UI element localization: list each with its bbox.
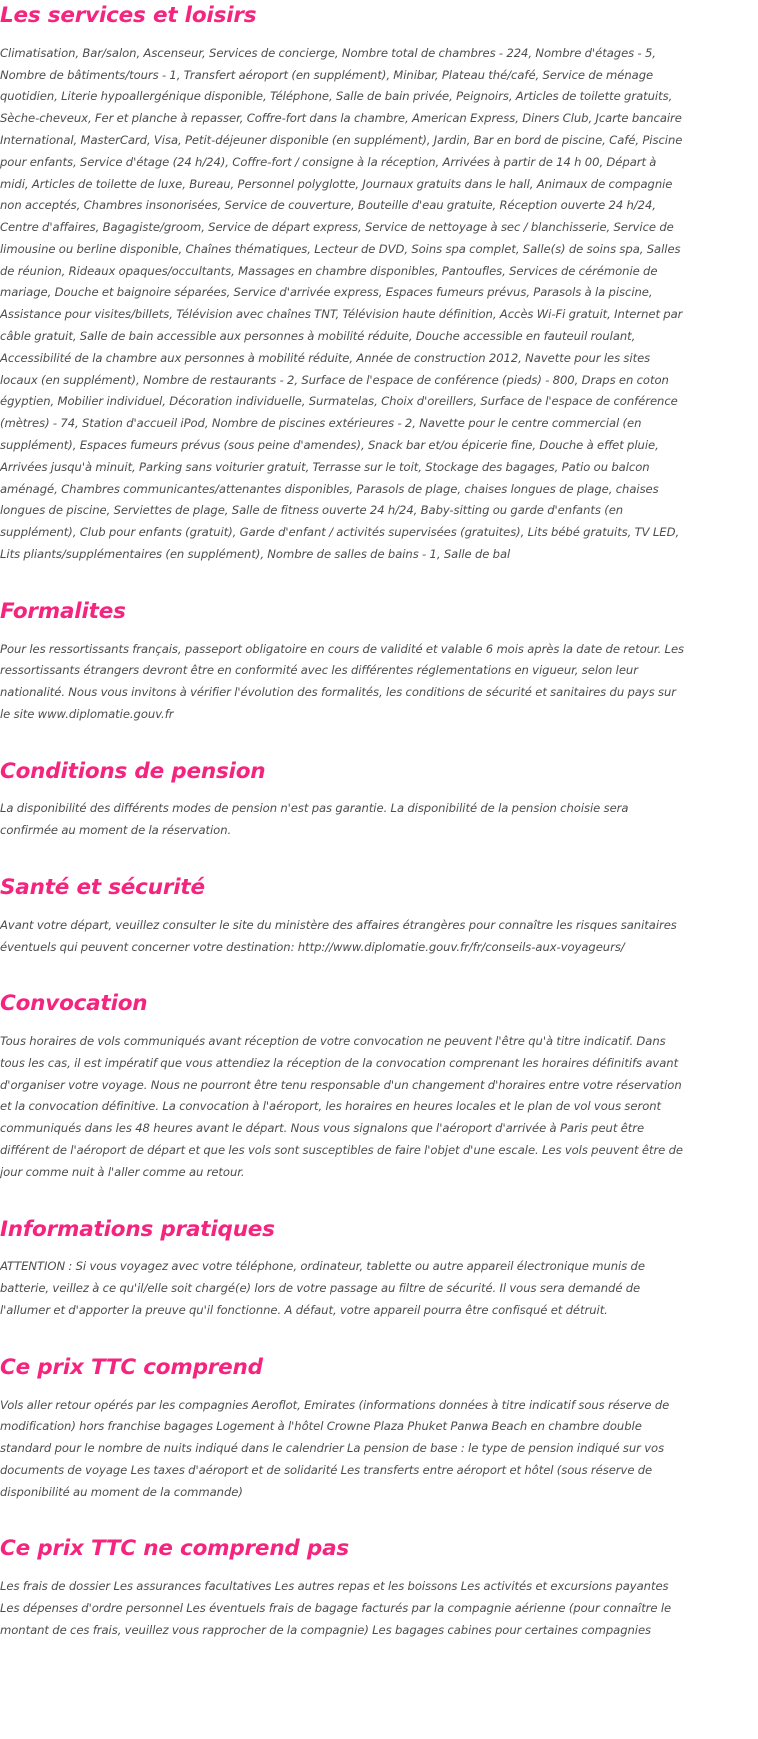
section-title-convocation: Convocation — [0, 991, 148, 1017]
section-formalites — [0, 600, 686, 726]
section-informations-pratiques — [0, 1218, 686, 1322]
section-ce-prix-ttc-ne-comprend-pas — [0, 1537, 686, 1641]
section-body-convocation: Tous horaires de vols communiqués avant réception de votre convocation ne peuvent l'être qu'à titre indicatif. Dans tous les cas, il est impératif que vous attendiez la réception de la convocation comprenant les horaires définitifs avant d'organiser votre voyage. Nous ne pourront être tenu responsable d'un changement d'horaires entre votre réservation et la convocation définitive. La convocation à l'aéroport, les horaires en heures locales et le plan de vol vous seront communiqués dans les 48 heures avant le départ. Nous vous signalons que l'aéroport d'arrivée à Paris peut être différent de l'aéroport de départ et que les vols sont susceptibles de faire l'objet d'une escale. Les vols peuvent être de jour comme nuit à l'aller comme au retour. — [0, 1034, 683, 1179]
document-page — [0, 4, 758, 1642]
section-title-ce-prix-ttc-comprend: Ce prix TTC comprend — [0, 1354, 263, 1380]
section-body-ce-prix-ttc-ne-comprend-pas: Les frais de dossier Les assurances facultatives Les autres repas et les boissons Les activités et excursions payantes Les dépenses d'ordre personnel Les éventuels frais de bagage facturés par la compagnie aérienne (pour connaître le montant de ces frais, veuillez vous rapprocher de la compagnie) Les bagages cabines pour certaines compagnies — [0, 1579, 672, 1637]
section-services-et-loisirs — [0, 4, 686, 566]
section-body-sante-et-securite: Avant votre départ, veuillez consulter le site du ministère des affaires étrangères pour connaître les risques sanitaires éventuels qui peuvent concerner votre destination: http://www.diplomatie.gouv.fr/fr/conseils-aux-voyageurs/ — [0, 917, 677, 954]
section-title-sante-et-securite: Santé et sécurité — [0, 875, 205, 901]
section-ce-prix-ttc-comprend — [0, 1356, 686, 1504]
section-title-ce-prix-ttc-ne-comprend-pas: Ce prix TTC ne comprend pas — [0, 1536, 349, 1562]
section-body-informations-pratiques: ATTENTION : Si vous voyagez avec votre téléphone, ordinateur, tablette ou autre appareil électronique munis de batterie, veillez à ce qu'il/elle soit chargé(e) lors de votre passage au filtre de sécurité. Il vous sera demandé de l'allumer et d'apporter la preuve qu'il fonctionne. A défaut, votre appareil pourra être confisqué et détruit. — [0, 1259, 645, 1317]
section-title-formalites: Formalites — [0, 598, 126, 624]
section-convocation — [0, 992, 686, 1183]
section-body-conditions-de-pension: La disponibilité des différents modes de pension n'est pas garantie. La disponibilité de la pension choisie sera confirmée au moment de la réservation. — [0, 801, 629, 838]
section-conditions-de-pension — [0, 760, 686, 842]
section-body-services-et-loisirs: Climatisation, Bar/salon, Ascenseur, Services de concierge, Nombre total de chambres - 224, Nombre d'étages - 5, Nombre de bâtiments/tours - 1, Transfert aéroport (en supplément), Minibar, Plateau thé/café, Service de ménage quotidien, Literie hypoallergénique disponible, Téléphone, Salle de bain privée, Peignoirs, Articles de toilette gratuits, Sèche-cheveux, Fer et planche à repasser, Coffre-fort dans la chambre, American Express, Diners Club, Jcarte bancaire International, MasterCard, Visa, Petit-déjeuner disponible (en supplément), Jardin, Bar en bord de piscine, Café, Piscine pour enfants, Service d'étage (24 h/24), Coffre-fort / consigne à la réception, Arrivées à partir de 14 h 00, Départ à midi, Articles de toilette de luxe, Bureau, Personnel polyglotte, Journaux gratuits dans le hall, Animaux de compagnie non acceptés, Chambres insonorisées, Service de couverture, Bouteille d'eau gratuite, Réception ouverte 24 h/24, Centre d'affaires, Bagagiste/groom, Service de départ express, Service de nettoyage à sec / blanchisserie, Service de limousine ou berline disponible, Chaînes thématiques, Lecteur de DVD, Soins spa complet, Salle(s) de soins spa, Salles de réunion, Rideaux opaques/occultants, Massages en chambre disponibles, Pantoufles, Services de cérémonie de mariage, Douche et baignoire séparées, Service d'arrivée express, Espaces fumeurs prévus, Parasols à la piscine, Assistance pour visites/billets, Télévision avec chaînes TNT, Télévision haute définition, Accès Wi-Fi gratuit, Internet par câble gratuit, Salle de bain accessible aux personnes à mobilité réduite, Douche accessible en fauteuil roulant, Accessibilité de la chambre aux personnes à mobilité réduite, Année de construction 2012, Navette pour les sites locaux (en supplément), Nombre de restaurants - 2, Surface de l'espace de conférence (pieds) - 800, Draps en coton égyptien, Mobilier individuel, Décoration individuelle, Surmatelas, Choix d'oreillers, Surface de l'espace de conférence (mètres) - 74, Station d'accueil iPod, Nombre de piscines extérieures - 2, Navette pour le centre commercial (en supplément), Espaces fumeurs prévus (sous peine d'amendes), Snack bar et/ou épicerie fine, Douche à effet pluie, Arrivées jusqu'à minuit, Parking sans voiturier gratuit, Terrasse sur le toit, Stockage des bagages, Patio ou balcon aménagé, Chambres communicantes/attenantes disponibles, Parasols de plage, chaises longues de plage, chaises longues de piscine, Serviettes de plage, Salle de fitness ouverte 24 h/24, Baby-sitting ou garde d'enfants (en supplément), Club pour enfants (gratuit), Garde d'enfant / activités supervisées (gratuites), Lits bébé gratuits, TV LED, Lits pliants/supplémentaires (en supplément), Nombre de salles de bains - 1, Salle de bal — [0, 45, 683, 562]
section-body-formalites: Pour les ressortissants français, passeport obligatoire en cours de validité et valable 6 mois après la date de retour. Les ressortissants étrangers devront être en conformité avec les différentes réglementations en vigueur, selon leur nationalité. Nous vous invitons à vérifier l'évolution des formalités, les conditions de sécurité et sanitaires du pays sur le site www.diplomatie.gouv.fr — [0, 641, 685, 721]
section-title-conditions-de-pension: Conditions de pension — [0, 758, 266, 784]
section-body-ce-prix-ttc-comprend: Vols aller retour opérés par les compagnies Aeroflot, Emirates (informations données à titre indicatif sous réserve de modification) hors franchise bagages Logement à l'hôtel Crowne Plaza Phuket Panwa Beach en chambre double standard pour le nombre de nuits indiqué dans le calendrier La pension de base : le type de pension indiqué sur vos documents de voyage Les taxes d'aéroport et de solidarité Les transferts entre aéroport et hôtel (sous réserve de disponibilité au moment de la commande) — [0, 1397, 670, 1499]
section-sante-et-securite — [0, 876, 686, 958]
section-title-services-et-loisirs: Les services et loisirs — [0, 3, 257, 28]
section-title-informations-pratiques: Informations pratiques — [0, 1216, 275, 1242]
